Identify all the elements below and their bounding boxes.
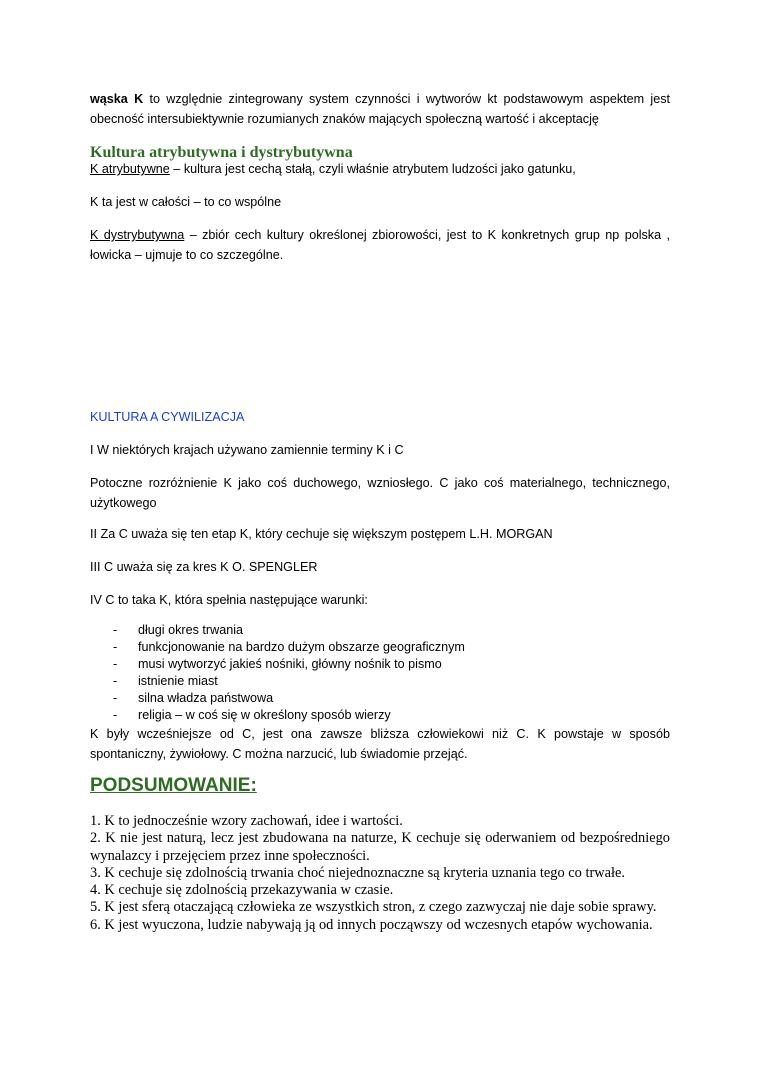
- list-item: - religia – w coś się w określony sposób wierzy: [113, 708, 391, 722]
- list-item: - istnienie miast: [113, 674, 218, 688]
- dystrybutywna-text: – zbiór cech kultury określonej zbiorowości, jest to K konkretnych grup np polska , łowicka – ujmuje to co szczególne.: [90, 228, 670, 262]
- cywilizacja-point-1: I W niektórych krajach używano zamiennie terminy K i C: [90, 443, 404, 457]
- cywilizacja-point-3: III C uważa się za kres K O. SPENGLER: [90, 560, 318, 574]
- dash-bullet: -: [113, 623, 118, 637]
- list-item: 6. K jest wyuczona, ludzie nabywają ją od innych począwszy od wczesnych etapów wychowania.: [90, 916, 653, 933]
- cywilizacja-point-4: IV C to taka K, która spełnia następujące warunki:: [90, 593, 368, 607]
- conditions-list: [113, 622, 673, 724]
- intro-term: wąska K: [90, 92, 144, 106]
- atrybutywne-paragraph: [90, 159, 670, 179]
- cywilizacja-point-2: II Za C uważa się ten etap K, który cechuje się większym postępem L.H. MORGAN: [90, 527, 553, 541]
- list-item: 3. K cechuje się zdolnością trwania choć niejednoznaczne są kryteria uznania tego co trwałe.: [90, 864, 626, 881]
- dystrybutywna-paragraph: [90, 225, 670, 265]
- dash-bullet: -: [113, 691, 118, 705]
- section-heading-kultura-a-cywilizacja: KULTURA A CYWILIZACJA: [90, 410, 245, 424]
- dash-bullet: -: [113, 674, 118, 688]
- summary-list: [90, 813, 670, 934]
- dash-bullet: -: [113, 657, 118, 671]
- atrybutywne-text: – kultura jest cechą stałą, czyli właśnie atrybutem ludzości jako gatunku,: [169, 162, 576, 176]
- summary-title: PODSUMOWANIE:: [90, 775, 257, 796]
- section-heading-kultura-atrybutywna: Kultura atrybutywna i dystrybutywna: [90, 144, 353, 161]
- cywilizacja-distinction: Potoczne rozróżnienie K jako coś duchowego, wzniosłego. C jako coś materialnego, technicznego, użytkowego: [90, 476, 670, 510]
- list-item: 1. K to jednocześnie wzory zachowań, idee i wartości.: [90, 813, 403, 829]
- dash-bullet: -: [113, 640, 118, 654]
- whole-paragraph: K ta jest w całości – to co wspólne: [90, 195, 282, 209]
- list-item: 5. K jest sferą otaczającą człowieka ze wszystkich stron, z czego zazwyczaj nie daje sobie sprawy.: [90, 899, 657, 916]
- dystrybutywna-term: K dystrybutywna: [90, 228, 185, 242]
- list-item: 4. K cechuje się zdolnością przekazywania w czasie.: [90, 882, 394, 899]
- intro-paragraph: [90, 89, 670, 129]
- list-item: - silna władza państwowa: [113, 691, 274, 705]
- list-item: - długi okres trwania: [113, 623, 243, 637]
- cywilizacja-conclusion: K były wcześniejsze od C, jest ona zawsze bliższa człowiekowi niż C. K powstaje w sposób spontaniczny, żywiołowy. C można narzucić, lub świadomie przejąć.: [90, 727, 670, 761]
- list-item: 2. K nie jest naturą, lecz jest zbudowana na naturze, K cechuje się oderwaniem od bezpośredniego wynalazcy i przejęciem przez inne społeczności.: [90, 830, 670, 864]
- atrybutywne-term: K atrybutywne: [90, 162, 170, 176]
- dash-bullet: -: [113, 708, 118, 722]
- intro-definition: to względnie zintegrowany system czynności i wytworów kt podstawowym aspektem jest obecność intersubiektywnie rozumianych znaków mających społeczną wartość i akceptację: [90, 92, 671, 126]
- list-item: - funkcjonowanie na bardzo dużym obszarze geograficznym: [113, 640, 465, 654]
- list-item: - musi wytworzyć jakieś nośniki, główny nośnik to pismo: [113, 657, 442, 671]
